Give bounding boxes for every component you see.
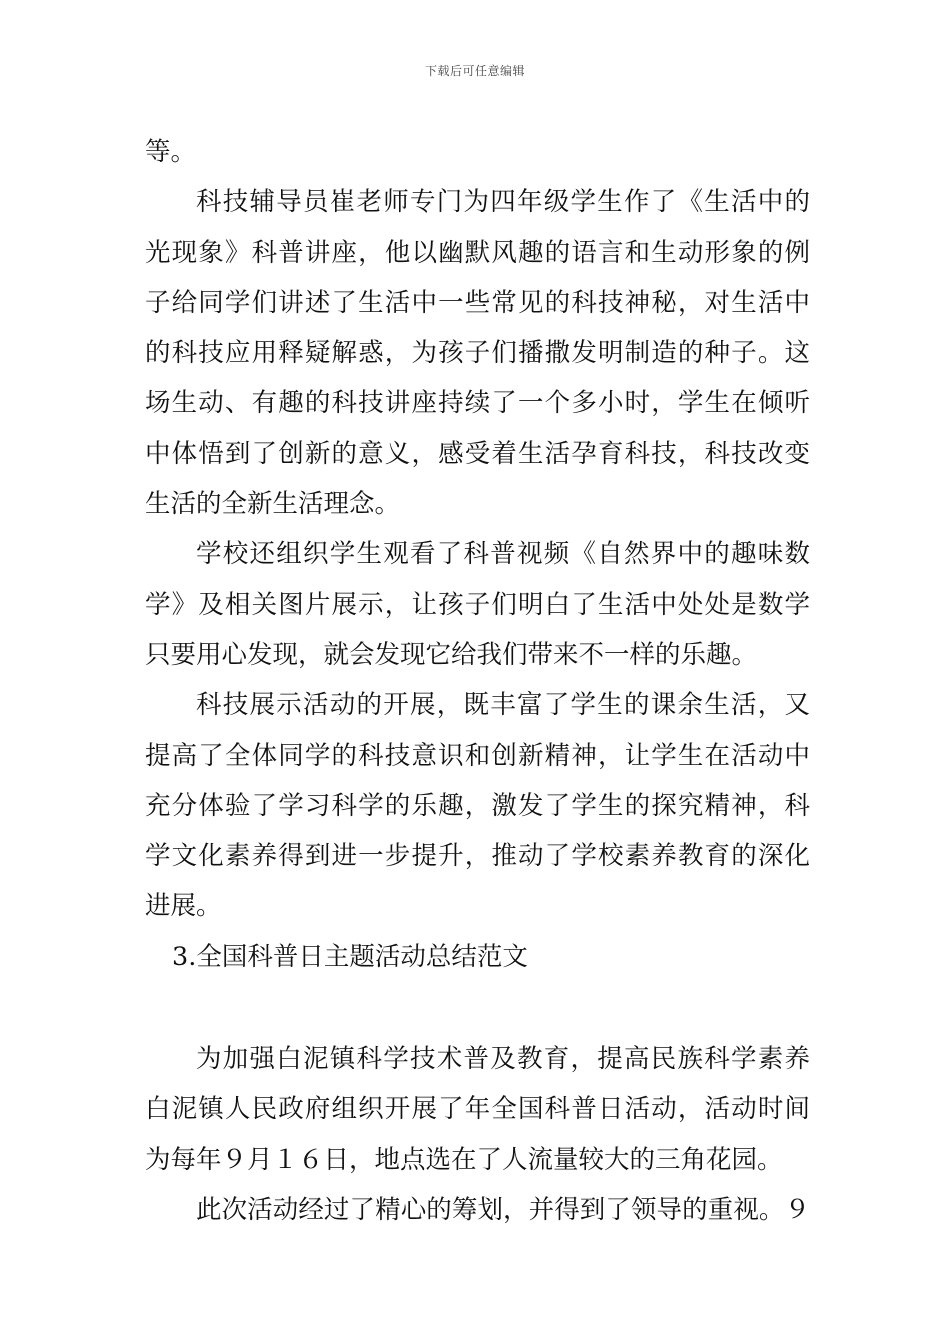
- paragraph-math-video: [145, 529, 810, 680]
- text-line: 等。: [145, 137, 197, 167]
- text-line: 学》及相关图片展示，让孩子们明白了生活中处处是数学: [145, 589, 810, 620]
- text-line: 提高了全体同学的科技意识和创新精神，让学生在活动中: [145, 740, 810, 771]
- document-body: [145, 127, 810, 1235]
- paragraph-baini-town: [145, 1034, 810, 1185]
- page-header: 下载后可任意编辑: [424, 64, 525, 78]
- text-line: 充分体验了学习科学的乐趣，激发了学生的探究精神，科: [145, 790, 810, 821]
- text-line: 学文化素养得到进一步提升，推动了学校素养教育的深化: [145, 841, 810, 872]
- text-line: 此次活动经过了精心的筹划，并得到了领导的重视。９: [196, 1194, 810, 1225]
- text-line: 的科技应用释疑解惑，为孩子们播撒发明制造的种子。这: [145, 338, 810, 369]
- text-line: 进展。: [145, 891, 222, 922]
- text-line: 生活的全新生活理念。: [145, 489, 401, 520]
- blank-spacer: [145, 982, 810, 1034]
- text-line: 科技展示活动的开展，既丰富了学生的课余生活，又: [196, 690, 810, 721]
- section-heading: 3.全国科普日主题活动总结范文: [172, 941, 528, 972]
- paragraph-activity-summary: [145, 680, 810, 931]
- paragraph-science-lecture: [145, 177, 810, 529]
- text-line: 为每年９月１６日，地点选在了人流量较大的三角花园。: [145, 1144, 783, 1175]
- text-line: 白泥镇人民政府组织开展了年全国科普日活动，活动时间: [145, 1094, 810, 1125]
- text-line: 只要用心发现，就会发现它给我们带来不一样的乐趣。: [145, 639, 758, 670]
- text-line: 为加强白泥镇科学技术普及教育，提高民族科学素养: [196, 1044, 810, 1075]
- paragraph-continuation: [145, 127, 810, 177]
- text-line: 中体悟到了创新的意义，感受着生活孕育科技，科技改变: [145, 438, 810, 469]
- text-line: 科技辅导员崔老师专门为四年级学生作了《生活中的: [196, 187, 810, 218]
- text-line: 学校还组织学生观看了科普视频《自然界中的趣味数: [196, 539, 810, 570]
- text-line: 场生动、有趣的科技讲座持续了一个多小时，学生在倾听: [145, 388, 810, 419]
- text-line: 光现象》科普讲座，他以幽默风趣的语言和生动形象的例: [145, 237, 810, 268]
- text-line: 子给同学们讲述了生活中一些常见的科技神秘，对生活中: [145, 287, 810, 318]
- paragraph-planning: [145, 1185, 810, 1235]
